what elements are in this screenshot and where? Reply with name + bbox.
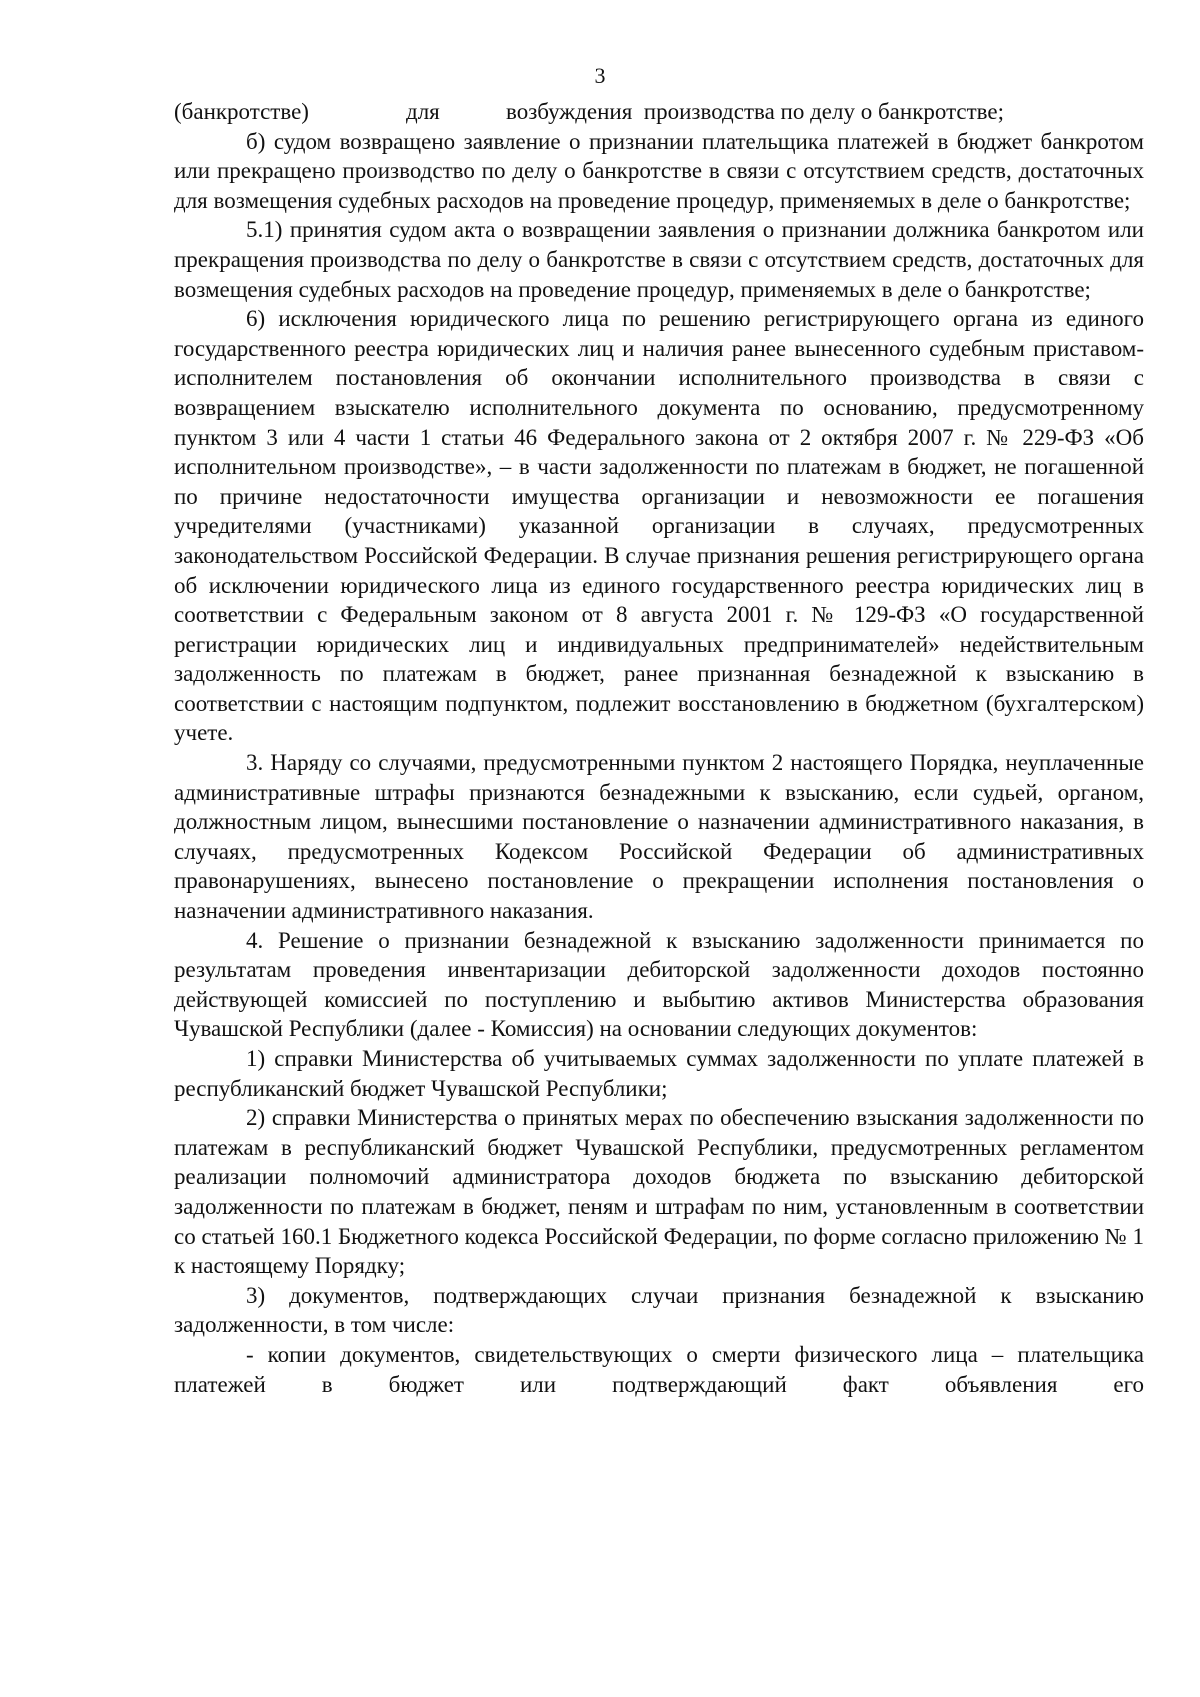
paragraph-item-6: 6) исключения юридического лица по решению регистрирующего органа из единого государственного реестра юридических лиц и наличия ранее вынесенного судебным приставом-исполнителем постановления об окончании исполнительного производства в связи с возвращением взыскателю исполнительного документа по основанию, предусмотренному пунктом 3 или 4 части 1 статьи 46 Федерального закона от 2 октября 2007 г. № 229-ФЗ «Об исполнительном производстве», – в части задолженности по платежам в бюджет, не погашенной по причине недостаточности имущества организации и невозможности ее погашения учредителями (участниками) указанной организации в случаях, предусмотренных законодательством Российской Федерации. В случае признания решения регистрирующего органа об исключении юридического лица из единого государственного реестра юридических лиц в соответствии с Федеральным законом от 8 августа 2001 г. № 129-ФЗ «О государственной регистрации юридических лиц и индивидуальных предпринимателей» недействительным задолженность по платежам в бюджет, ранее признанная безнадежной к взысканию в соответствии с настоящим подпунктом, подлежит восстановлению в бюджетном (бухгалтерском) учете. [174, 306, 1144, 746]
page-number: 3 [594, 63, 606, 88]
paragraph-section-4: 4. Решение о признании безнадежной к взысканию задолженности принимается по результатам проведения инвентаризации дебиторской задолженности доходов постоянно действующей комиссией по поступлению и выбытию активов Министерства образования Чувашской Республики (далее - Комиссия) на основании следующих документов: [174, 927, 1144, 1042]
continuation-word-1: (банкротстве) [174, 99, 309, 124]
paragraph-item-5-1: 5.1) принятия судом акта о возвращении заявления о признании должника банкротом или прекращения производства по делу о банкротстве в связи с отсутствием средств, достаточных для возмещения судебных расходов на проведение процедур, применяемых в деле о банкротстве; [174, 217, 1144, 302]
paragraph-section-4-item-3: 3) документов, подтверждающих случаи признания безнадежной к взысканию задолженности, в том числе: [174, 1282, 1144, 1338]
paragraph-dash-item: - копии документов, свидетельствующих о смерти физического лица – плательщика платежей в бюджет или подтверждающий факт объявления его [174, 1341, 1144, 1397]
document-body [174, 97, 1144, 1399]
paragraph-section-4-item-1: 1) справки Министерства об учитываемых суммах задолженности по уплате платежей в республиканский бюджет Чувашской Республики; [174, 1046, 1144, 1101]
paragraph-section-4-item-2: 2) справки Министерства о принятых мерах по обеспечению взыскания задолженности по платежам в республиканский бюджет Чувашской Республики, предусмотренных регламентом реализации полномочий администратора доходов бюджета по взысканию дебиторской задолженности по платежам в бюджет, пеням и штрафам по ним, установленным в соответствии со статьей 160.1 Бюджетного кодекса Российской Федерации, по форме согласно приложению № 1 к настоящему Порядку; [174, 1105, 1144, 1279]
paragraph-continuation [174, 97, 1144, 127]
paragraph-section-3: 3. Наряду со случаями, предусмотренными пунктом 2 настоящего Порядка, неуплаченные административные штрафы признаются безнадежными к взысканию, если судьей, органом, должностным лицом, вынесшими постановление о назначении административного наказания, в случаях, предусмотренных Кодексом Российской Федерации об административных правонарушениях, вынесено постановление о прекращении исполнения постановления о назначении административного наказания. [174, 750, 1144, 924]
continuation-word-3: возбуждения производства по делу о банкротстве; [506, 99, 1004, 124]
paragraph-item-b: б) судом возвращено заявление о признании плательщика платежей в бюджет банкротом или прекращено производство по делу о банкротстве в связи с отсутствием средств, достаточных для возмещения судебных расходов на проведение процедур, применяемых в деле о банкротстве; [174, 128, 1144, 213]
continuation-word-2: для [406, 99, 440, 124]
